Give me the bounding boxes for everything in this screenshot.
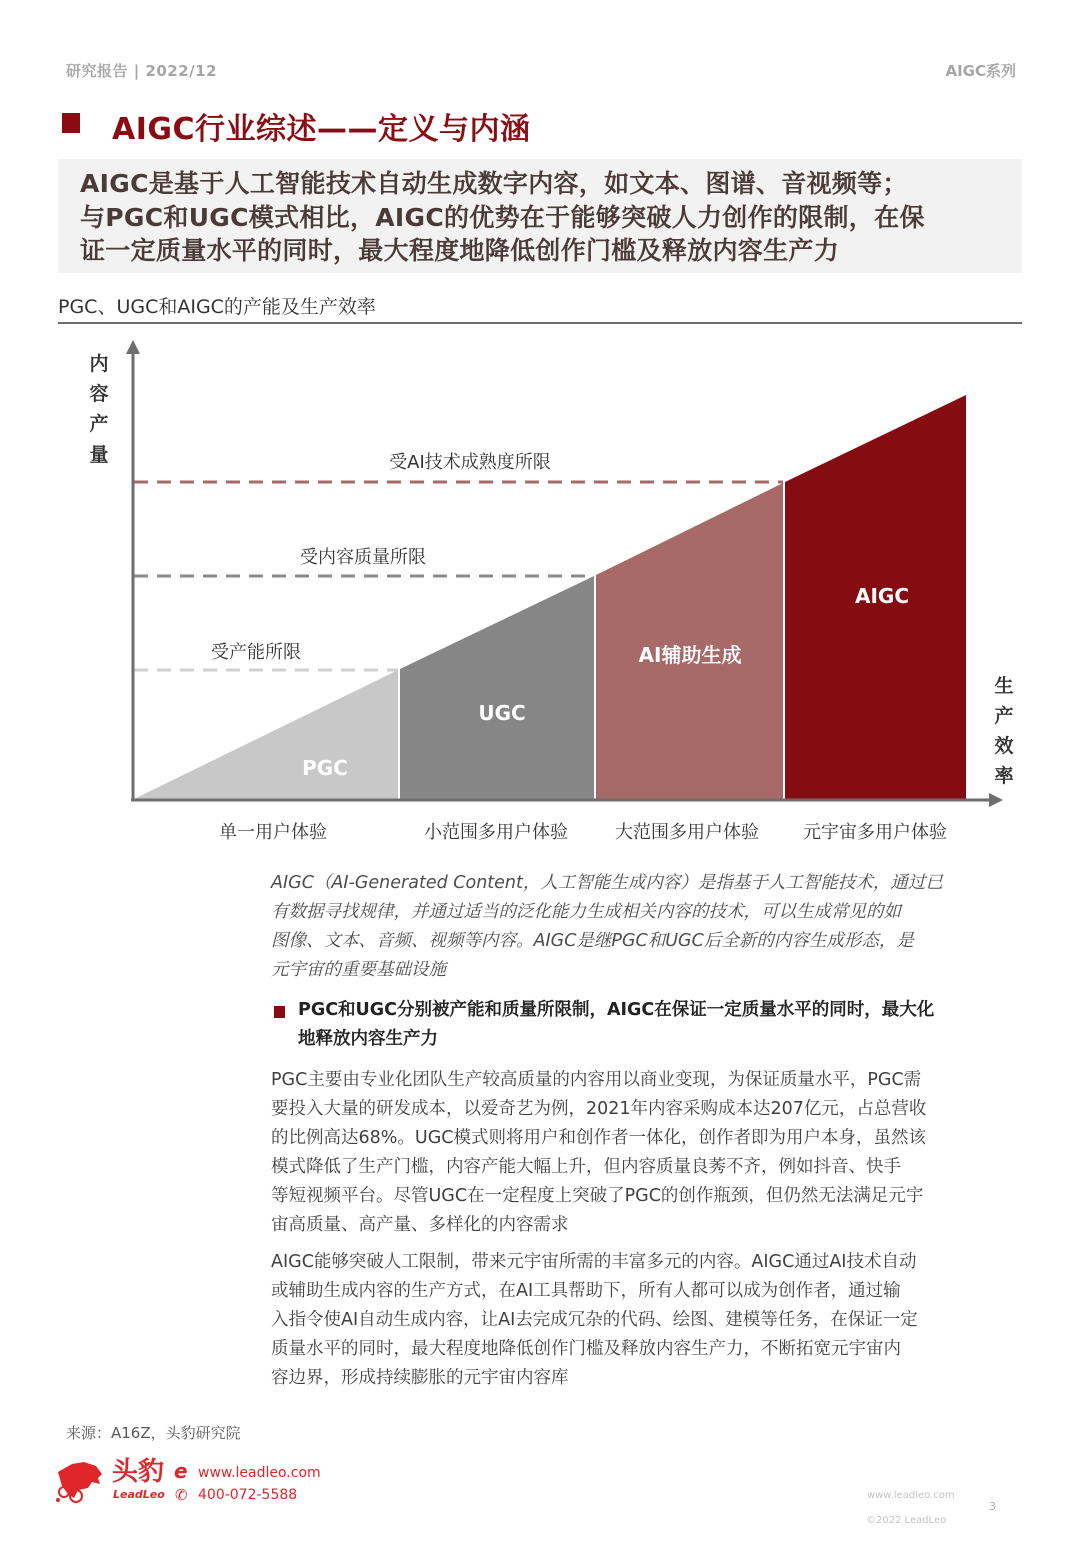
text-line: 要投入大量的研发成本，以爱奇艺为例，2021年内容采购成本达207亿元，占总营收 bbox=[271, 1099, 927, 1119]
capacity-efficiency-chart bbox=[0, 330, 1080, 850]
bullet-square-icon bbox=[274, 1006, 285, 1018]
svg-text:生: 生 bbox=[994, 675, 1014, 697]
text-line: 容边界，形成持续膨胀的元宇宙内容库 bbox=[271, 1368, 569, 1388]
svg-text:元宇宙多用户体验: 元宇宙多用户体验 bbox=[803, 822, 947, 843]
report-header-right: AIGC系列 bbox=[945, 62, 1016, 80]
x-axis-label bbox=[994, 674, 1013, 787]
segment-label-aigc: AIGC bbox=[854, 584, 910, 608]
footer-phone: 400-072-5588 bbox=[198, 1487, 298, 1503]
x-axis-arrow-icon bbox=[989, 793, 1003, 807]
footer-copyright: ©2022 LeadLeo bbox=[866, 1515, 947, 1526]
summary-box bbox=[58, 159, 1022, 273]
text-line: PGC主要由专业化团队生产较高质量的内容用以商业变现，为保证质量水平，PGC需 bbox=[271, 1070, 922, 1090]
svg-text:内: 内 bbox=[89, 353, 109, 375]
text-line: 图像、文本、音频、视频等内容。AIGC是继PGC和UGC后全新的内容生成形态，是 bbox=[271, 931, 914, 951]
text-line: 地释放内容生产力 bbox=[298, 1029, 438, 1049]
svg-text:率: 率 bbox=[994, 765, 1014, 787]
summary-line: 与PGC和UGC模式相比，AIGC的优势在于能够突破人力创作的限制，在保 bbox=[80, 202, 925, 232]
segment-pgc bbox=[134, 670, 398, 799]
bullet-heading bbox=[298, 996, 1012, 1054]
svg-text:产: 产 bbox=[89, 413, 109, 435]
body-paragraph-pgc-ugc bbox=[271, 1066, 1011, 1240]
web-e-icon: e bbox=[174, 1459, 188, 1483]
limit-label-quality: 受内容质量所限 bbox=[300, 547, 426, 568]
footer-website-link[interactable]: www.leadleo.com bbox=[198, 1465, 321, 1481]
text-line: 质量水平的同时，最大程度地降低创作门槛及释放内容生产力，不断拓宽元宇宙内 bbox=[271, 1339, 901, 1359]
svg-text:效: 效 bbox=[994, 735, 1014, 757]
segment-ugc bbox=[400, 576, 594, 799]
text-line: 或辅助生成内容的生产方式，在AI工具帮助下，所有人都可以成为创作者，通过输 bbox=[271, 1281, 901, 1301]
intro-paragraph bbox=[271, 869, 1011, 985]
svg-text:量: 量 bbox=[89, 444, 109, 466]
summary-line: 证一定质量水平的同时，最大程度地降低创作门槛及释放内容生产力 bbox=[80, 236, 840, 265]
source-note: 来源：A16Z，头豹研究院 bbox=[66, 1424, 241, 1442]
footer-right-website: www.leadleo.com bbox=[867, 1490, 955, 1501]
text-line: AIGC（AI-Generated Content，人工智能生成内容）是指基于人工智能技术，通过已 bbox=[271, 873, 943, 893]
phone-icon: ✆ bbox=[175, 1486, 188, 1504]
limit-label-ai-maturity: 受AI技术成熟度所限 bbox=[389, 452, 551, 473]
chart-title-divider bbox=[58, 322, 1022, 324]
segment-label-ai-assisted: AI辅助生成 bbox=[638, 643, 742, 667]
text-line: 模式降低了生产门槛，内容产能大幅上升，但内容质量良莠不齐，例如抖音、快手 bbox=[271, 1157, 901, 1177]
page-number: 3 bbox=[989, 1500, 996, 1513]
svg-text:容: 容 bbox=[89, 383, 109, 405]
segment-ai-assisted bbox=[596, 483, 783, 799]
text-line: 元宇宙的重要基础设施 bbox=[271, 960, 446, 980]
text-line: 的比例高达68%。UGC模式则将用户和创作者一体化，创作者即为用户本身，虽然该 bbox=[271, 1128, 926, 1148]
text-line: AIGC能够突破人工限制，带来元宇宙所需的丰富多元的内容。AIGC通过AI技术自动 bbox=[271, 1252, 917, 1272]
logo-cn-text: 头豹 bbox=[112, 1457, 165, 1487]
text-line: PGC和UGC分别被产能和质量所限制，AIGC在保证一定质量水平的同时，最大化 bbox=[298, 1000, 935, 1020]
page-title: AIGC行业综述——定义与内涵 bbox=[112, 112, 531, 147]
chart-title: PGC、UGC和AIGC的产能及生产效率 bbox=[58, 296, 376, 318]
logo-en-text: LeadLeo bbox=[113, 1488, 165, 1501]
text-line: 有数据寻找规律，并通过适当的泛化能力生成相关内容的技术，可以生成常见的如 bbox=[271, 902, 901, 922]
x-category-labels bbox=[219, 822, 947, 843]
summary-line: AIGC是基于人工智能技术自动生成数字内容，如文本、图谱、音视频等； bbox=[80, 169, 908, 198]
segment-label-pgc: PGC bbox=[302, 756, 348, 780]
text-line: 入指令使AI自动生成内容，让AI去完成冗杂的代码、绘图、建模等任务，在保证一定 bbox=[271, 1310, 918, 1330]
svg-text:大范围多用户体验: 大范围多用户体验 bbox=[615, 822, 759, 843]
title-square-icon bbox=[62, 113, 80, 133]
body-paragraph-aigc bbox=[271, 1248, 1011, 1393]
y-axis-arrow-icon bbox=[126, 340, 140, 354]
svg-text:产: 产 bbox=[994, 705, 1014, 727]
leopard-logo-icon bbox=[54, 1458, 104, 1504]
svg-text:小范围多用户体验: 小范围多用户体验 bbox=[424, 822, 568, 843]
text-line: 宙高质量、高产量、多样化的内容需求 bbox=[271, 1215, 569, 1235]
text-line: 等短视频平台。尽管UGC在一定程度上突破了PGC的创作瓶颈，但仍然无法满足元宇 bbox=[271, 1186, 924, 1206]
report-header-left: 研究报告 | 2022/12 bbox=[66, 62, 218, 80]
svg-text:单一用户体验: 单一用户体验 bbox=[219, 822, 327, 843]
limit-label-capacity: 受产能所限 bbox=[211, 642, 301, 663]
segment-label-ugc: UGC bbox=[478, 701, 526, 725]
y-axis-label bbox=[89, 352, 108, 466]
